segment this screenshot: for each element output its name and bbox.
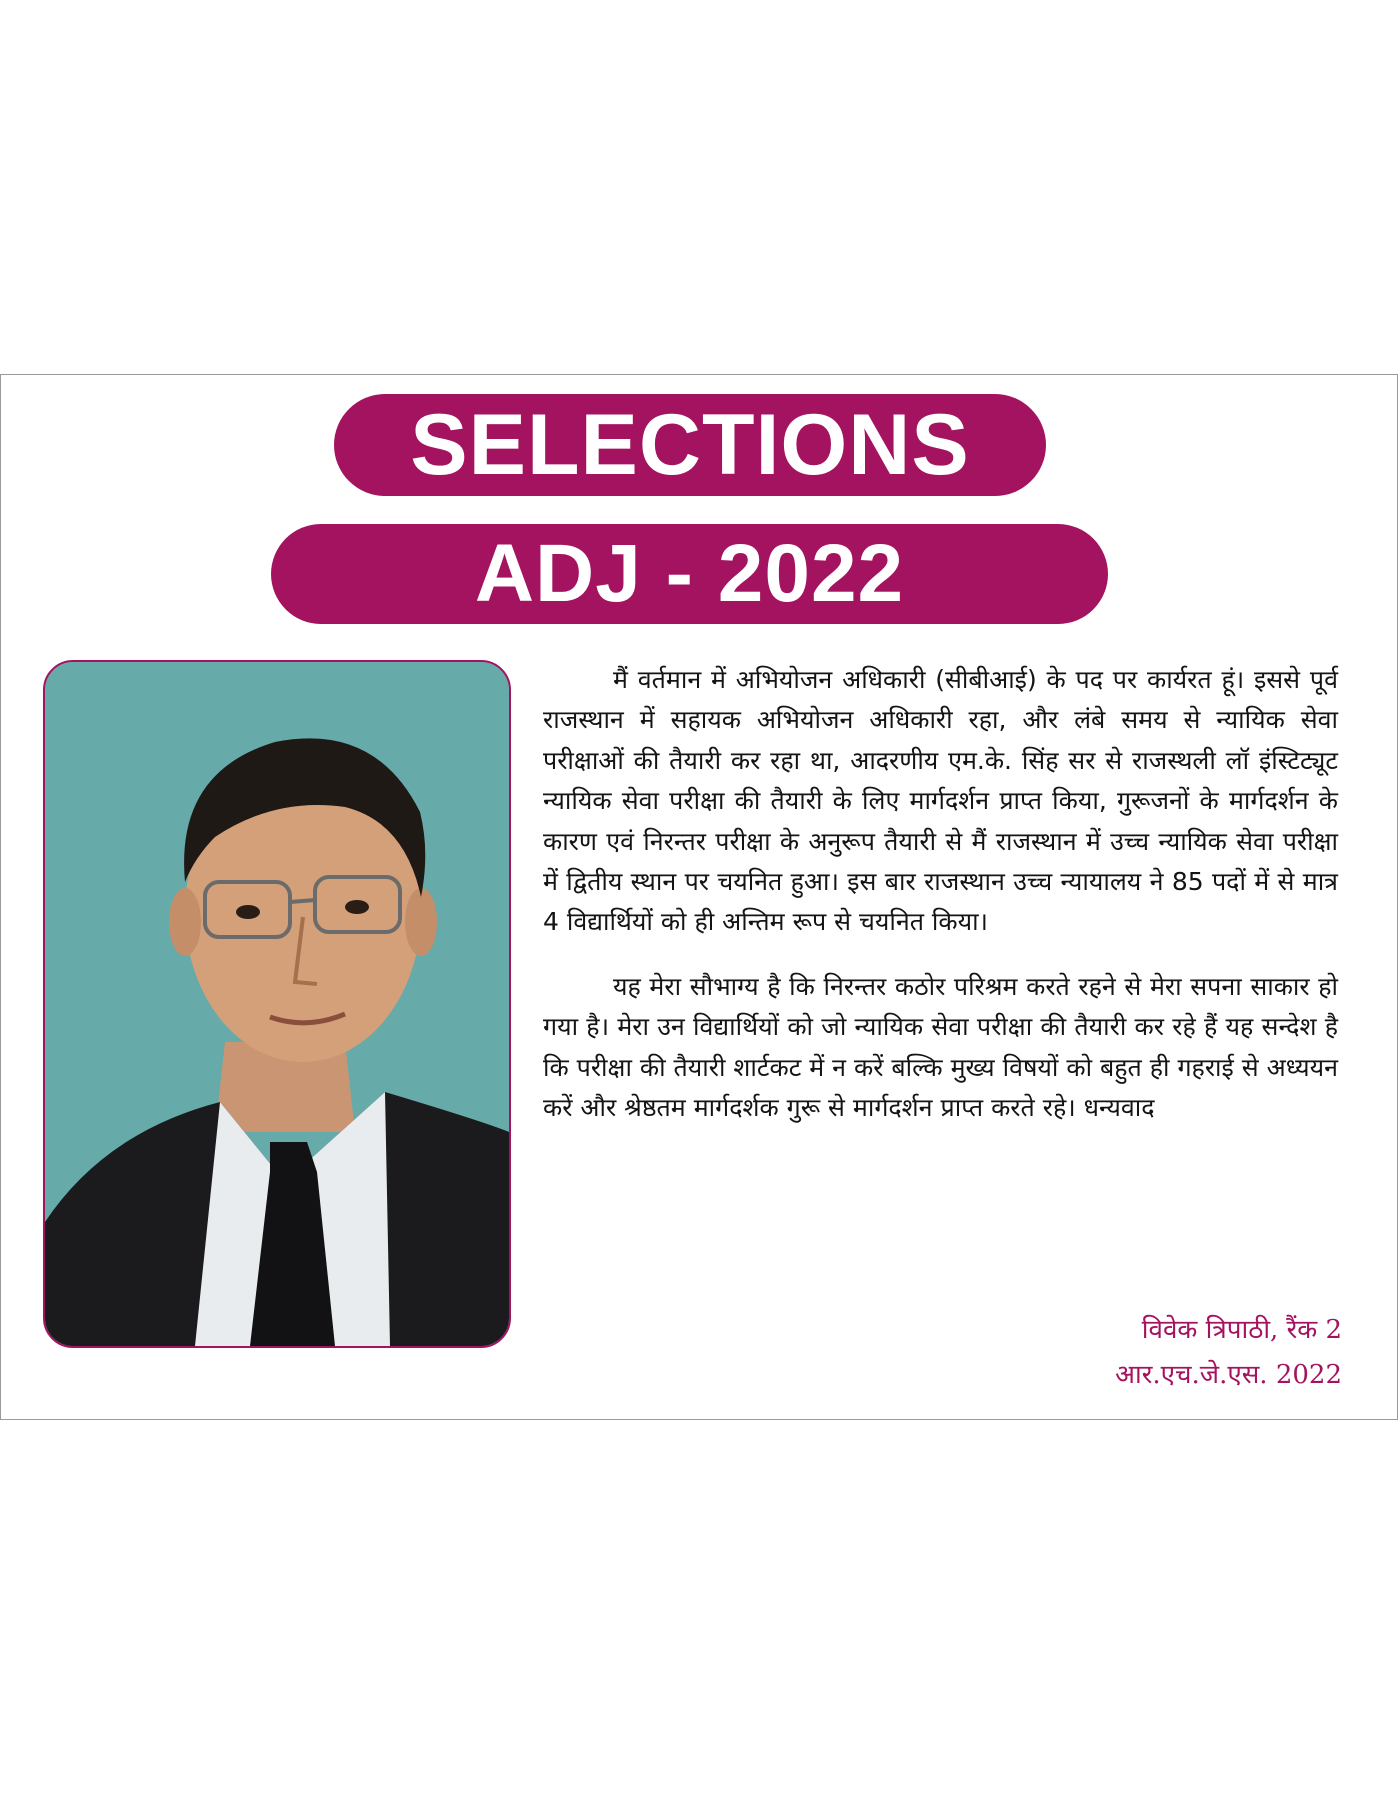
testimonial-paragraph-2: यह मेरा सौभाग्य है कि निरन्तर कठोर परिश्रम करते रहने से मेरा सपना साकार हो गया है। मेरा उन विद्यार्थियों को जो न्यायिक सेवा परीक्षा की तैयारी कर रहे हैं यह सन्देश है कि परीक्षा की तैयारी शार्टकट में न करें बल्कि मुख्य विषयों को बहुत ही गहराई से अध्ययन करें और श्रेष्ठतम मार्गदर्शक गुरू से मार्गदर्शन प्राप्त करते रहे। धन्यवाद [543,971,1338,1123]
signature-name: विवेक त्रिपाठी, रैंक 2 [1141,1315,1342,1345]
signature-exam: आर.एच.जे.एस. 2022 [1115,1360,1342,1390]
testimonial-paragraph-1: मैं वर्तमान में अभियोजन अधिकारी (सीबीआई) के पद पर कार्यरत हूं। इससे पूर्व राजस्थान में सहायक अभियोजन अधिकारी रहा, और लंबे समय से न्यायिक सेवा परीक्षाओं की तैयारी कर रहा था, आदरणीय एम.के. सिंह सर से राजस्थली लॉ इंस्टिट्यूट न्यायिक सेवा परीक्षा की तैयारी के लिए मार्गदर्शन प्राप्त किया, गुरूजनों के मार्गदर्शन के कारण एवं निरन्तर परीक्षा के अनुरूप तैयारी से मैं राजस्थान में उच्च न्यायिक सेवा परीक्षा में द्वितीय स्थान पर चयनित हुआ। इस बार राजस्थान उच्च न्यायालय ने 85 पदों में से मात्र 4 विद्यार्थियों को ही अन्तिम रूप से चयनित किया। [543,665,1338,937]
candidate-photo [43,660,511,1348]
testimonial-text [543,660,1338,1128]
exam-year-banner: ADJ - 2022 [271,524,1108,624]
person-portrait-icon [45,662,509,1346]
selections-banner: SELECTIONS [334,394,1046,496]
selection-card [0,374,1398,1420]
